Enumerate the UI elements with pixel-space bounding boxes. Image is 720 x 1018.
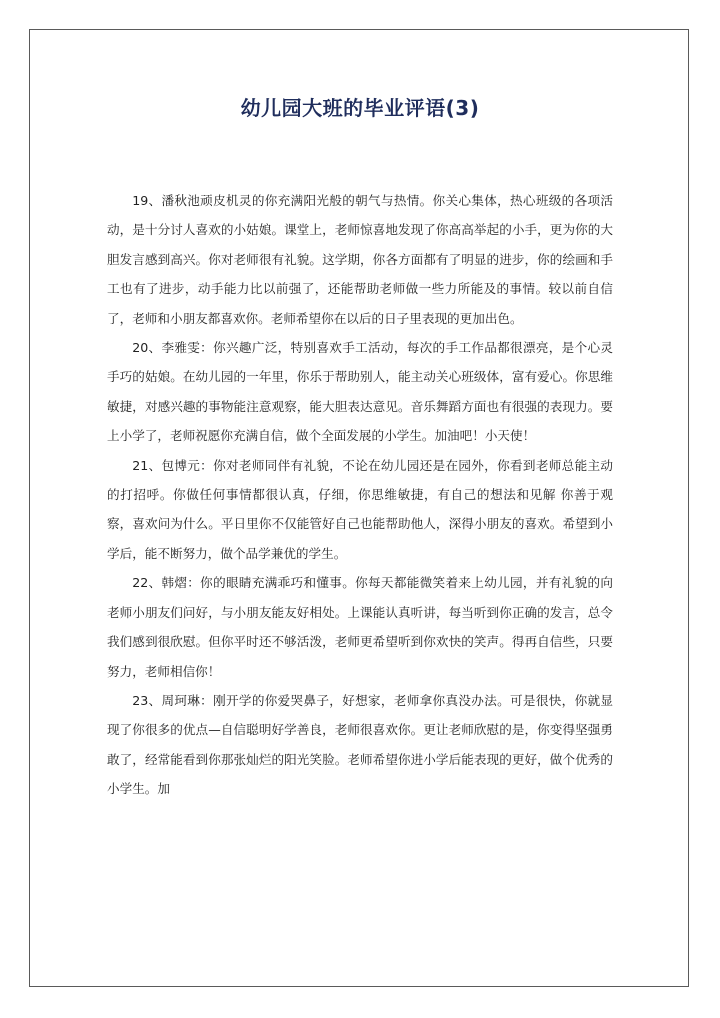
comment-paragraph-19: 19、潘秋池顽皮机灵的你充满阳光般的朝气与热情。你关心集体，热心班级的各项活动，是十分讨人喜欢的小姑娘。课堂上，老师惊喜地发现了你高高举起的小手，更为你的大胆发言感到高兴。你对老师很有礼貌。这学期，你各方面都有了明显的进步，你的绘画和手工也有了进步，动手能力比以前强了，还能帮助老师做一些力所能及的事情。较以前自信了，老师和小朋友都喜欢你。老师希望你在以后的日子里表现的更加出色。 [107, 193, 613, 326]
comment-paragraph-21: 21、包博元：你对老师同伴有礼貌，不论在幼儿园还是在园外，你看到老师总能主动的打招呼。你做任何事情都很认真，仔细，你思维敏捷，有自己的想法和见解 你善于观察，喜欢问为什么。平日里你不仅能管好自己也能帮助他人，深得小朋友的喜欢。希望到小学后，能不断努力，做个品学兼优的学生。 [107, 457, 613, 561]
document-title: 幼儿园大班的毕业评语(3) [240, 96, 480, 120]
document-body [107, 186, 613, 804]
comment-paragraph-20: 20、李雅雯：你兴趣广泛，特别喜欢手工活动，每次的手工作品都很漂亮，是个心灵手巧的姑娘。在幼儿园的一年里，你乐于帮助别人，能主动关心班级体，富有爱心。你思维敏捷，对感兴趣的事物能注意观察，能大胆表达意见。音乐舞蹈方面也有很强的表现力。要上小学了，老师祝愿你充满自信，做个全面发展的小学生。加油吧！小天使！ [107, 340, 613, 444]
comment-paragraph-22: 22、韩熠：你的眼睛充满乖巧和懂事。你每天都能微笑着来上幼儿园，并有礼貌的向老师小朋友们问好，与小朋友能友好相处。上课能认真听讲，每当听到你正确的发言，总令我们感到很欣慰。但你平时还不够活泼，老师更希望听到你欢快的笑声。得再自信些，只要努力，老师相信你！ [107, 575, 613, 679]
comment-paragraph-23: 23、周珂琳：刚开学的你爱哭鼻子，好想家，老师拿你真没办法。可是很快，你就显现了你很多的优点—自信聪明好学善良，老师很喜欢你。更让老师欣慰的是，你变得坚强勇敢了，经常能看到你那张灿烂的阳光笑脸。老师希望你进小学后能表现的更好，做个优秀的小学生。加 [107, 692, 613, 797]
